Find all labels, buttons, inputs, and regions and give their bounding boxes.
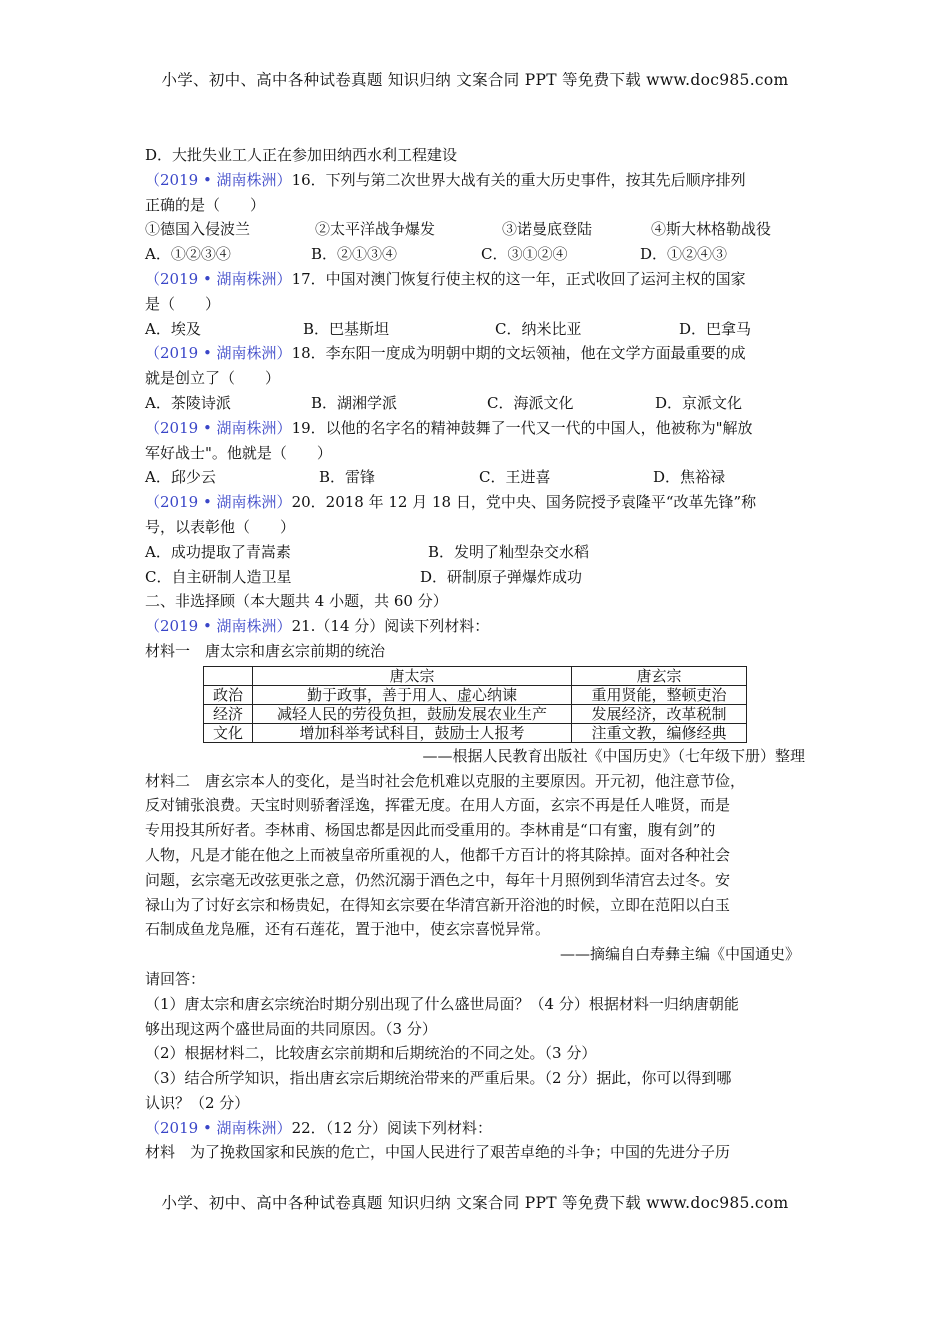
table-cell: 发展经济，改革税制 [572, 704, 747, 723]
q20-stem-cont: 号，以表彰他（ ） [145, 517, 296, 536]
q20-stem: （2019 • 湖南株洲）20．2018 年 12 月 18 日，党中央、国务院授予袁隆平“改革先锋”称 [145, 493, 757, 512]
q17-options: A．埃及 B．巴基斯坦 C．纳米比亚 D．巴拿马 [145, 319, 752, 338]
q16-options: A．①②③④ B．②①③④ C．③①②④ D．①②④③ [145, 245, 728, 264]
material2-source: ——摘编自白寿彝主编《中国通史》 [559, 945, 800, 964]
q21-head: （2019 • 湖南株洲）21.（14 分）阅读下列材料： [145, 617, 490, 636]
q22-material: 材料 为了挽救国家和民族的危亡，中国人民进行了艰苦卓绝的斗争；中国的先进分子历 [145, 1143, 731, 1162]
q21-source: （2019 • 湖南株洲） [145, 617, 292, 636]
table-row [204, 723, 747, 742]
page-footer: 小学、初中、高中各种试卷真题 知识归纳 文案合同 PPT 等免费下载 www.doc985.com [161, 1194, 789, 1212]
q16-stem-cont: 正确的是（ ） [145, 195, 266, 214]
table-cell [204, 666, 253, 685]
page-header: 小学、初中、高中各种试卷真题 知识归纳 文案合同 PPT 等免费下载 www.doc985.com [161, 71, 789, 89]
table-cell: 减轻人民的劳役负担，鼓励发展农业生产 [253, 704, 572, 723]
table-cell: 增加科举考试科目，鼓励士人报考 [253, 723, 572, 742]
q18-options: A．茶陵诗派 B．湖湘学派 C．海派文化 D．京派文化 [145, 393, 743, 412]
q15-option-d: D．大批失业工人正在参加田纳西水利工程建设 [145, 146, 458, 164]
material2-line: 禄山为了讨好玄宗和杨贵妃，在得知玄宗要在华清宫新开浴池的时候，立即在范阳以白玉 [145, 895, 731, 914]
table-cell: 唐太宗 [253, 666, 572, 685]
q19-stem: （2019 • 湖南株洲）19．以他的名字名的精神鼓舞了一代又一代的中国人，他被称为"解放 [145, 418, 753, 437]
q22-source: （2019 • 湖南株洲） [145, 1118, 292, 1137]
q16-stem: （2019 • 湖南株洲）16．下列与第二次世界大战有关的重大历史事件，按其先后顺序排列 [145, 170, 746, 189]
table-cell: 重用贤能，整顿吏治 [572, 685, 747, 704]
q21-question-line: 认识？（2 分） [145, 1093, 250, 1112]
q17-stem: （2019 • 湖南株洲）17．中国对澳门恢复行使主权的这一年，正式收回了运河主权的国家 [145, 269, 746, 288]
material2-line: 问题，玄宗毫无改弦更张之意，仍然沉溺于酒色之中，每年十月照例到华清宫去过冬。安 [145, 870, 731, 889]
q17-stem-cont: 是（ ） [145, 294, 221, 313]
q21-question-line: （3）结合所学知识，指出唐玄宗后期统治带来的严重后果。（2 分）据此，你可以得到哪 [145, 1069, 732, 1088]
table-cell: 勤于政事，善于用人、虚心纳谏 [253, 685, 572, 704]
q16-source: （2019 • 湖南株洲） [145, 170, 292, 189]
q19-source: （2019 • 湖南株洲） [145, 418, 292, 437]
table-header-row [204, 666, 747, 685]
material2-line: 石制成鱼龙凫雁，还有石莲花，置于池中，使玄宗喜悦异常。 [145, 920, 551, 939]
q16-events: ①德国入侵波兰 ②太平洋战争爆发 ③诺曼底登陆 ④斯大林格勒战役 [145, 220, 772, 239]
table-cell: 经济 [204, 704, 253, 723]
material2-line: 材料二 唐玄宗本人的变化，是当时社会危机难以克服的主要原因。开元初，他注意节俭， [145, 771, 746, 790]
material2-line: 反对铺张浪费。天宝时则骄奢淫逸，挥霍无度。在用人方面，玄宗不再是任人唯贤，而是 [145, 796, 731, 815]
table-row [204, 704, 747, 723]
section-2-title: 二、非选择顾（本大题共 4 小题，共 60 分） [145, 592, 448, 611]
material2-line: 人物，凡是才能在他之上而被皇帝所重视的人，他都千方百计的将其除掉。面对各种社会 [145, 845, 731, 864]
q20-options-ab: A．成功提取了青嵩素 B．发明了籼型杂交水稻 [145, 542, 590, 561]
q22-head: （2019 • 湖南株洲）22．（12 分）阅读下列材料： [145, 1118, 493, 1137]
q18-stem: （2019 • 湖南株洲）18．李东阳一度成为明朝中期的文坛领袖，他在文学方面最重要的成 [145, 344, 746, 363]
document-body [145, 143, 815, 1165]
q20-options-cd: C．自主研制人造卫星 D．研制原子弹爆炸成功 [145, 567, 583, 586]
table-row [204, 685, 747, 704]
q18-source: （2019 • 湖南株洲） [145, 344, 292, 363]
q21-question-line: （2）根据材料二，比较唐玄宗前期和后期统治的不同之处。（3 分） [145, 1044, 597, 1063]
q21-ask: 请回答： [145, 969, 206, 988]
q21-material1-title: 材料一 唐太宗和唐玄宗前期的统治 [145, 641, 386, 660]
q19-stem-cont: 军好战士"。他就是（ ） [145, 443, 332, 462]
q17-source: （2019 • 湖南株洲） [145, 269, 292, 288]
material1-source: ——根据人民教育出版社《中国历史》（七年级下册）整理 [422, 746, 805, 765]
q21-question-line: （1）唐太宗和唐玄宗统治时期分别出现了什么盛世局面？（4 分）根据材料一归纳唐朝能 [145, 994, 739, 1013]
table-cell: 政治 [204, 685, 253, 704]
table-cell: 文化 [204, 723, 253, 742]
material2-line: 专用投其所好者。李林甫、杨国忠都是因此而受重用的。李林甫是“口有蜜，腹有剑”的 [145, 821, 716, 840]
table-cell: 唐玄宗 [572, 666, 747, 685]
q20-source: （2019 • 湖南株洲） [145, 493, 292, 512]
q19-options: A．邱少云 B．雷锋 C．王进喜 D．焦裕禄 [145, 468, 726, 487]
q18-stem-cont: 就是创立了（ ） [145, 369, 281, 388]
q21-question-line: 够出现这两个盛世局面的共同原因。（3 分） [145, 1019, 437, 1038]
material1-table [203, 666, 747, 743]
table-cell: 注重文教，编修经典 [572, 723, 747, 742]
